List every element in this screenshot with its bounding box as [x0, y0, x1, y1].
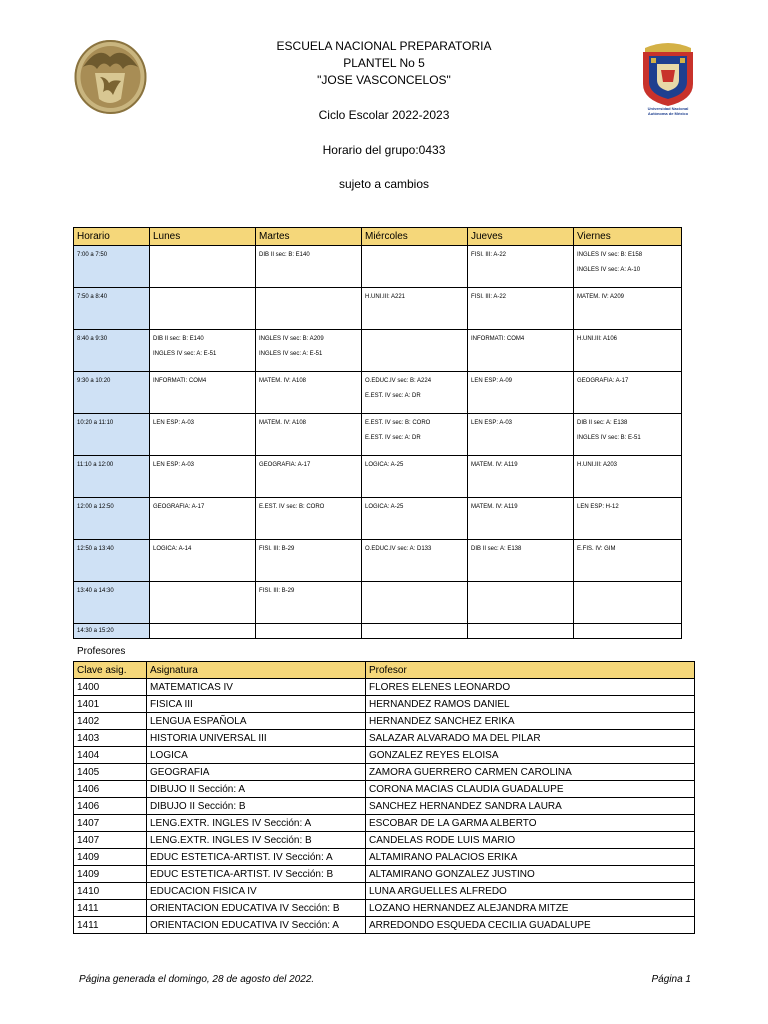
- grupo-title: Horario del grupo:0433: [322, 143, 446, 157]
- time-slot: 10:20 a 11:10: [74, 414, 150, 456]
- table-row: [74, 866, 695, 883]
- class-entry: LOGICA: A-25: [365, 462, 404, 468]
- schedule-row: [74, 414, 682, 456]
- class-entry: E.EST. IV sec: B: CORO: [259, 504, 325, 510]
- asignatura-cell: DIBUJO II Sección: A: [147, 781, 366, 798]
- class-entry: INFORMATI: COM4: [153, 378, 207, 384]
- table-row: [74, 679, 695, 696]
- profesor-cell: LOZANO HERNANDEZ ALEJANDRA MITZE: [366, 900, 695, 917]
- time-slot: 12:50 a 13:40: [74, 540, 150, 582]
- schedule-cell: [468, 246, 574, 288]
- clave-cell: 1400: [74, 679, 147, 696]
- schedule-cell: [574, 372, 682, 414]
- table-row: [74, 815, 695, 832]
- schedule-row: [74, 498, 682, 540]
- schedule-cell: [362, 624, 468, 639]
- asignatura-cell: LENGUA ESPAÑOLA: [147, 713, 366, 730]
- header-profesor: Profesor: [366, 662, 695, 679]
- schedule-cell: [574, 330, 682, 372]
- table-row: [74, 730, 695, 747]
- schedule-cell: [150, 582, 256, 624]
- class-entry: FISI. III: A-22: [471, 252, 507, 258]
- table-row: [74, 849, 695, 866]
- schedule-cell: [150, 372, 256, 414]
- clave-cell: 1402: [74, 713, 147, 730]
- schedule-cell: [362, 372, 468, 414]
- time-slot: 14:30 a 15:20: [74, 624, 150, 639]
- clave-cell: 1404: [74, 747, 147, 764]
- schedule-cell: [150, 246, 256, 288]
- schedule-row: [74, 624, 682, 639]
- schedule-cell: [574, 540, 682, 582]
- table-row: [74, 798, 695, 815]
- class-entry: LEN ESP: A-09: [471, 378, 513, 384]
- profesor-cell: LUNA ARGUELLES ALFREDO: [366, 883, 695, 900]
- header-lunes: Lunes: [150, 228, 256, 246]
- schedule-cell: [362, 456, 468, 498]
- header-horario: Horario: [74, 228, 150, 246]
- schedule-row: [74, 246, 682, 288]
- schedule-cell: [362, 288, 468, 330]
- class-entry: MATEM. IV: A119: [471, 504, 518, 510]
- class-entry: H.UNI.III: A203: [577, 462, 618, 468]
- footer-generated: Página generada el domingo, 28 de agosto del 2022.: [79, 974, 315, 985]
- table-row: [74, 900, 695, 917]
- header-martes: Martes: [256, 228, 362, 246]
- table-row: [74, 883, 695, 900]
- class-entry: GEOGRAFIA: A-17: [577, 378, 629, 384]
- schedule-row: [74, 540, 682, 582]
- schedule-cell: [150, 288, 256, 330]
- asignatura-cell: FISICA III: [147, 696, 366, 713]
- class-entry: LEN ESP: A-03: [153, 462, 195, 468]
- asignatura-cell: EDUC ESTETICA-ARTIST. IV Sección: B: [147, 866, 366, 883]
- clave-cell: 1401: [74, 696, 147, 713]
- schedule-cell: [362, 246, 468, 288]
- class-entry: GEOGRAFIA: A-17: [259, 462, 311, 468]
- table-row: [74, 781, 695, 798]
- plantel: PLANTEL No 5: [343, 56, 425, 70]
- schedule-cell: [468, 414, 574, 456]
- time-slot: 11:10 a 12:00: [74, 456, 150, 498]
- schedule-cell: [362, 330, 468, 372]
- header-clave: Clave asig.: [74, 662, 147, 679]
- school-name: ESCUELA NACIONAL PREPARATORIA: [276, 39, 492, 53]
- class-entry: DIB II sec: A: E138: [577, 420, 628, 426]
- time-slot: 7:50 a 8:40: [74, 288, 150, 330]
- schedule-cell: [362, 582, 468, 624]
- schedule-cell: [256, 582, 362, 624]
- schedule-row: [74, 456, 682, 498]
- clave-cell: 1406: [74, 781, 147, 798]
- profesor-cell: ALTAMIRANO GONZALEZ JUSTINO: [366, 866, 695, 883]
- schedule-cell: [574, 414, 682, 456]
- header-jueves: Jueves: [468, 228, 574, 246]
- class-entry: E.EST. IV sec: B: CORO: [365, 420, 431, 426]
- table-row: [74, 832, 695, 849]
- time-slot: 12:00 a 12:50: [74, 498, 150, 540]
- schedule-cell: [256, 624, 362, 639]
- profesor-cell: GONZALEZ REYES ELOISA: [366, 747, 695, 764]
- class-entry: MATEM. IV: A108: [259, 378, 307, 384]
- table-row: [74, 917, 695, 934]
- profesores-body: [74, 679, 695, 934]
- clave-cell: 1403: [74, 730, 147, 747]
- schedule-cell: [362, 414, 468, 456]
- clave-cell: 1407: [74, 832, 147, 849]
- profesor-cell: CANDELAS RODE LUIS MARIO: [366, 832, 695, 849]
- time-slot: 7:00 a 7:50: [74, 246, 150, 288]
- schedule-row: [74, 582, 682, 624]
- crest-caption-line1: Universidad Nacional: [647, 106, 689, 111]
- schedule-cell: [574, 582, 682, 624]
- asignatura-cell: GEOGRAFIA: [147, 764, 366, 781]
- schedule-cell: [574, 246, 682, 288]
- schedule-cell: [468, 582, 574, 624]
- time-slot: 9:30 a 10:20: [74, 372, 150, 414]
- asignatura-cell: ORIENTACION EDUCATIVA IV Sección: B: [147, 900, 366, 917]
- profesor-cell: HERNANDEZ RAMOS DANIEL: [366, 696, 695, 713]
- schedule-cell: [468, 540, 574, 582]
- schedule-cell: [150, 414, 256, 456]
- schedule-cell: [256, 246, 362, 288]
- clave-cell: 1407: [74, 815, 147, 832]
- schedule-cell: [256, 414, 362, 456]
- class-entry: H.UNI.III: A106: [577, 336, 618, 342]
- class-entry: LEN ESP: H-12: [577, 504, 619, 510]
- clave-cell: 1409: [74, 866, 147, 883]
- profesores-header-row: [74, 662, 695, 679]
- schedule-cell: [150, 540, 256, 582]
- schedule-cell: [468, 498, 574, 540]
- asignatura-cell: ORIENTACION EDUCATIVA IV Sección: A: [147, 917, 366, 934]
- schedule-cell: [468, 372, 574, 414]
- profesores-caption: Profesores: [77, 646, 126, 657]
- class-entry: GEOGRAFIA: A-17: [153, 504, 205, 510]
- class-entry: DIB II sec: A: E138: [471, 546, 522, 552]
- header-viernes: Viernes: [574, 228, 682, 246]
- schedule-cell: [468, 288, 574, 330]
- schedule-cell: [256, 288, 362, 330]
- schedule-row: [74, 330, 682, 372]
- table-row: [74, 764, 695, 781]
- time-slot: 13:40 a 14:30: [74, 582, 150, 624]
- class-entry: INGLES IV sec: B: E158: [577, 252, 643, 258]
- schedule-cell: [574, 624, 682, 639]
- class-entry: LOGICA: A-25: [365, 504, 404, 510]
- asignatura-cell: EDUCACION FISICA IV: [147, 883, 366, 900]
- profesores-table: [73, 661, 695, 934]
- schedule-cell: [256, 498, 362, 540]
- class-entry: H.UNI.III: A221: [365, 294, 406, 300]
- class-entry: LEN ESP: A-03: [153, 420, 195, 426]
- table-row: [74, 747, 695, 764]
- crest-caption-line2: Autónoma de México: [647, 111, 689, 116]
- schedule-cell: [256, 330, 362, 372]
- header-miercoles: Miércoles: [362, 228, 468, 246]
- class-entry: FISI. III: B-29: [259, 588, 295, 594]
- asignatura-cell: DIBUJO II Sección: B: [147, 798, 366, 815]
- profesor-cell: ALTAMIRANO PALACIOS ERIKA: [366, 849, 695, 866]
- schedule-cell: [468, 456, 574, 498]
- class-entry: INGLES IV sec: B: A209: [259, 336, 324, 342]
- schedule-cell: [362, 498, 468, 540]
- profesor-cell: HERNANDEZ SANCHEZ ERIKA: [366, 713, 695, 730]
- asignatura-cell: LENG.EXTR. INGLES IV Sección: B: [147, 832, 366, 849]
- plantel-name: "JOSE VASCONCELOS": [317, 73, 451, 87]
- class-entry: INGLES IV sec: B: E-51: [577, 435, 641, 441]
- clave-cell: 1409: [74, 849, 147, 866]
- asignatura-cell: HISTORIA UNIVERSAL III: [147, 730, 366, 747]
- clave-cell: 1411: [74, 900, 147, 917]
- class-entry: E.EST. IV sec: A: DR: [365, 435, 421, 441]
- schedule-cell: [150, 456, 256, 498]
- schedule-cell: [150, 624, 256, 639]
- schedule-cell: [468, 624, 574, 639]
- class-entry: INGLES IV sec: A: E-51: [153, 351, 217, 357]
- clave-cell: 1410: [74, 883, 147, 900]
- table-row: [74, 696, 695, 713]
- profesor-cell: FLORES ELENES LEONARDO: [366, 679, 695, 696]
- asignatura-cell: LOGICA: [147, 747, 366, 764]
- profesor-cell: SANCHEZ HERNANDEZ SANDRA LAURA: [366, 798, 695, 815]
- asignatura-cell: EDUC ESTETICA-ARTIST. IV Sección: A: [147, 849, 366, 866]
- class-entry: DIB II sec: B: E140: [259, 252, 310, 258]
- class-entry: O.EDUC.IV sec: B: A224: [365, 378, 432, 384]
- schedule-cell: [150, 498, 256, 540]
- schedule-cell: [468, 330, 574, 372]
- schedule-cell: [574, 288, 682, 330]
- schedule-body: [74, 246, 682, 639]
- profesor-cell: ARREDONDO ESQUEDA CECILIA GUADALUPE: [366, 917, 695, 934]
- class-entry: INGLES IV sec: A: E-51: [259, 351, 323, 357]
- class-entry: E.FIS. IV: GIM: [577, 546, 616, 552]
- class-entry: FISI. III: A-22: [471, 294, 507, 300]
- class-entry: MATEM. IV: A119: [471, 462, 518, 468]
- class-entry: E.EST. IV sec: A: DR: [365, 393, 421, 399]
- header-asignatura: Asignatura: [147, 662, 366, 679]
- schedule-cell: [574, 498, 682, 540]
- schedule-cell: [256, 540, 362, 582]
- schedule-header-row: [74, 228, 682, 246]
- schedule-cell: [256, 456, 362, 498]
- schedule-cell: [256, 372, 362, 414]
- time-slot: 8:40 a 9:30: [74, 330, 150, 372]
- class-entry: MATEM. IV: A108: [259, 420, 307, 426]
- class-entry: INGLES IV sec: A: A-10: [577, 267, 641, 273]
- class-entry: INFORMATI: COM4: [471, 336, 525, 342]
- asignatura-cell: LENG.EXTR. INGLES IV Sección: A: [147, 815, 366, 832]
- clave-cell: 1405: [74, 764, 147, 781]
- class-entry: MATEM. IV: A209: [577, 294, 625, 300]
- asignatura-cell: MATEMATICAS IV: [147, 679, 366, 696]
- profesor-cell: CORONA MACIAS CLAUDIA GUADALUPE: [366, 781, 695, 798]
- class-entry: DIB II sec: B: E140: [153, 336, 204, 342]
- schedule-row: [74, 372, 682, 414]
- class-entry: LOGICA: A-14: [153, 546, 192, 552]
- class-entry: LEN ESP: A-03: [471, 420, 513, 426]
- schedule-row: [74, 288, 682, 330]
- ciclo-escolar: Ciclo Escolar 2022-2023: [318, 108, 450, 122]
- class-entry: O.EDUC.IV sec: A: D133: [365, 546, 432, 552]
- clave-cell: 1411: [74, 917, 147, 934]
- clave-cell: 1406: [74, 798, 147, 815]
- schedule-table: [73, 227, 682, 639]
- profesor-cell: SALAZAR ALVARADO MA DEL PILAR: [366, 730, 695, 747]
- class-entry: FISI. III: B-29: [259, 546, 295, 552]
- profesor-cell: ESCOBAR DE LA GARMA ALBERTO: [366, 815, 695, 832]
- footer-page-number: Página 1: [651, 974, 691, 985]
- schedule-cell: [574, 456, 682, 498]
- profesor-cell: ZAMORA GUERRERO CARMEN CAROLINA: [366, 764, 695, 781]
- table-row: [74, 713, 695, 730]
- sujeto-a-cambios: sujeto a cambios: [338, 177, 430, 191]
- schedule-cell: [150, 330, 256, 372]
- schedule-cell: [362, 540, 468, 582]
